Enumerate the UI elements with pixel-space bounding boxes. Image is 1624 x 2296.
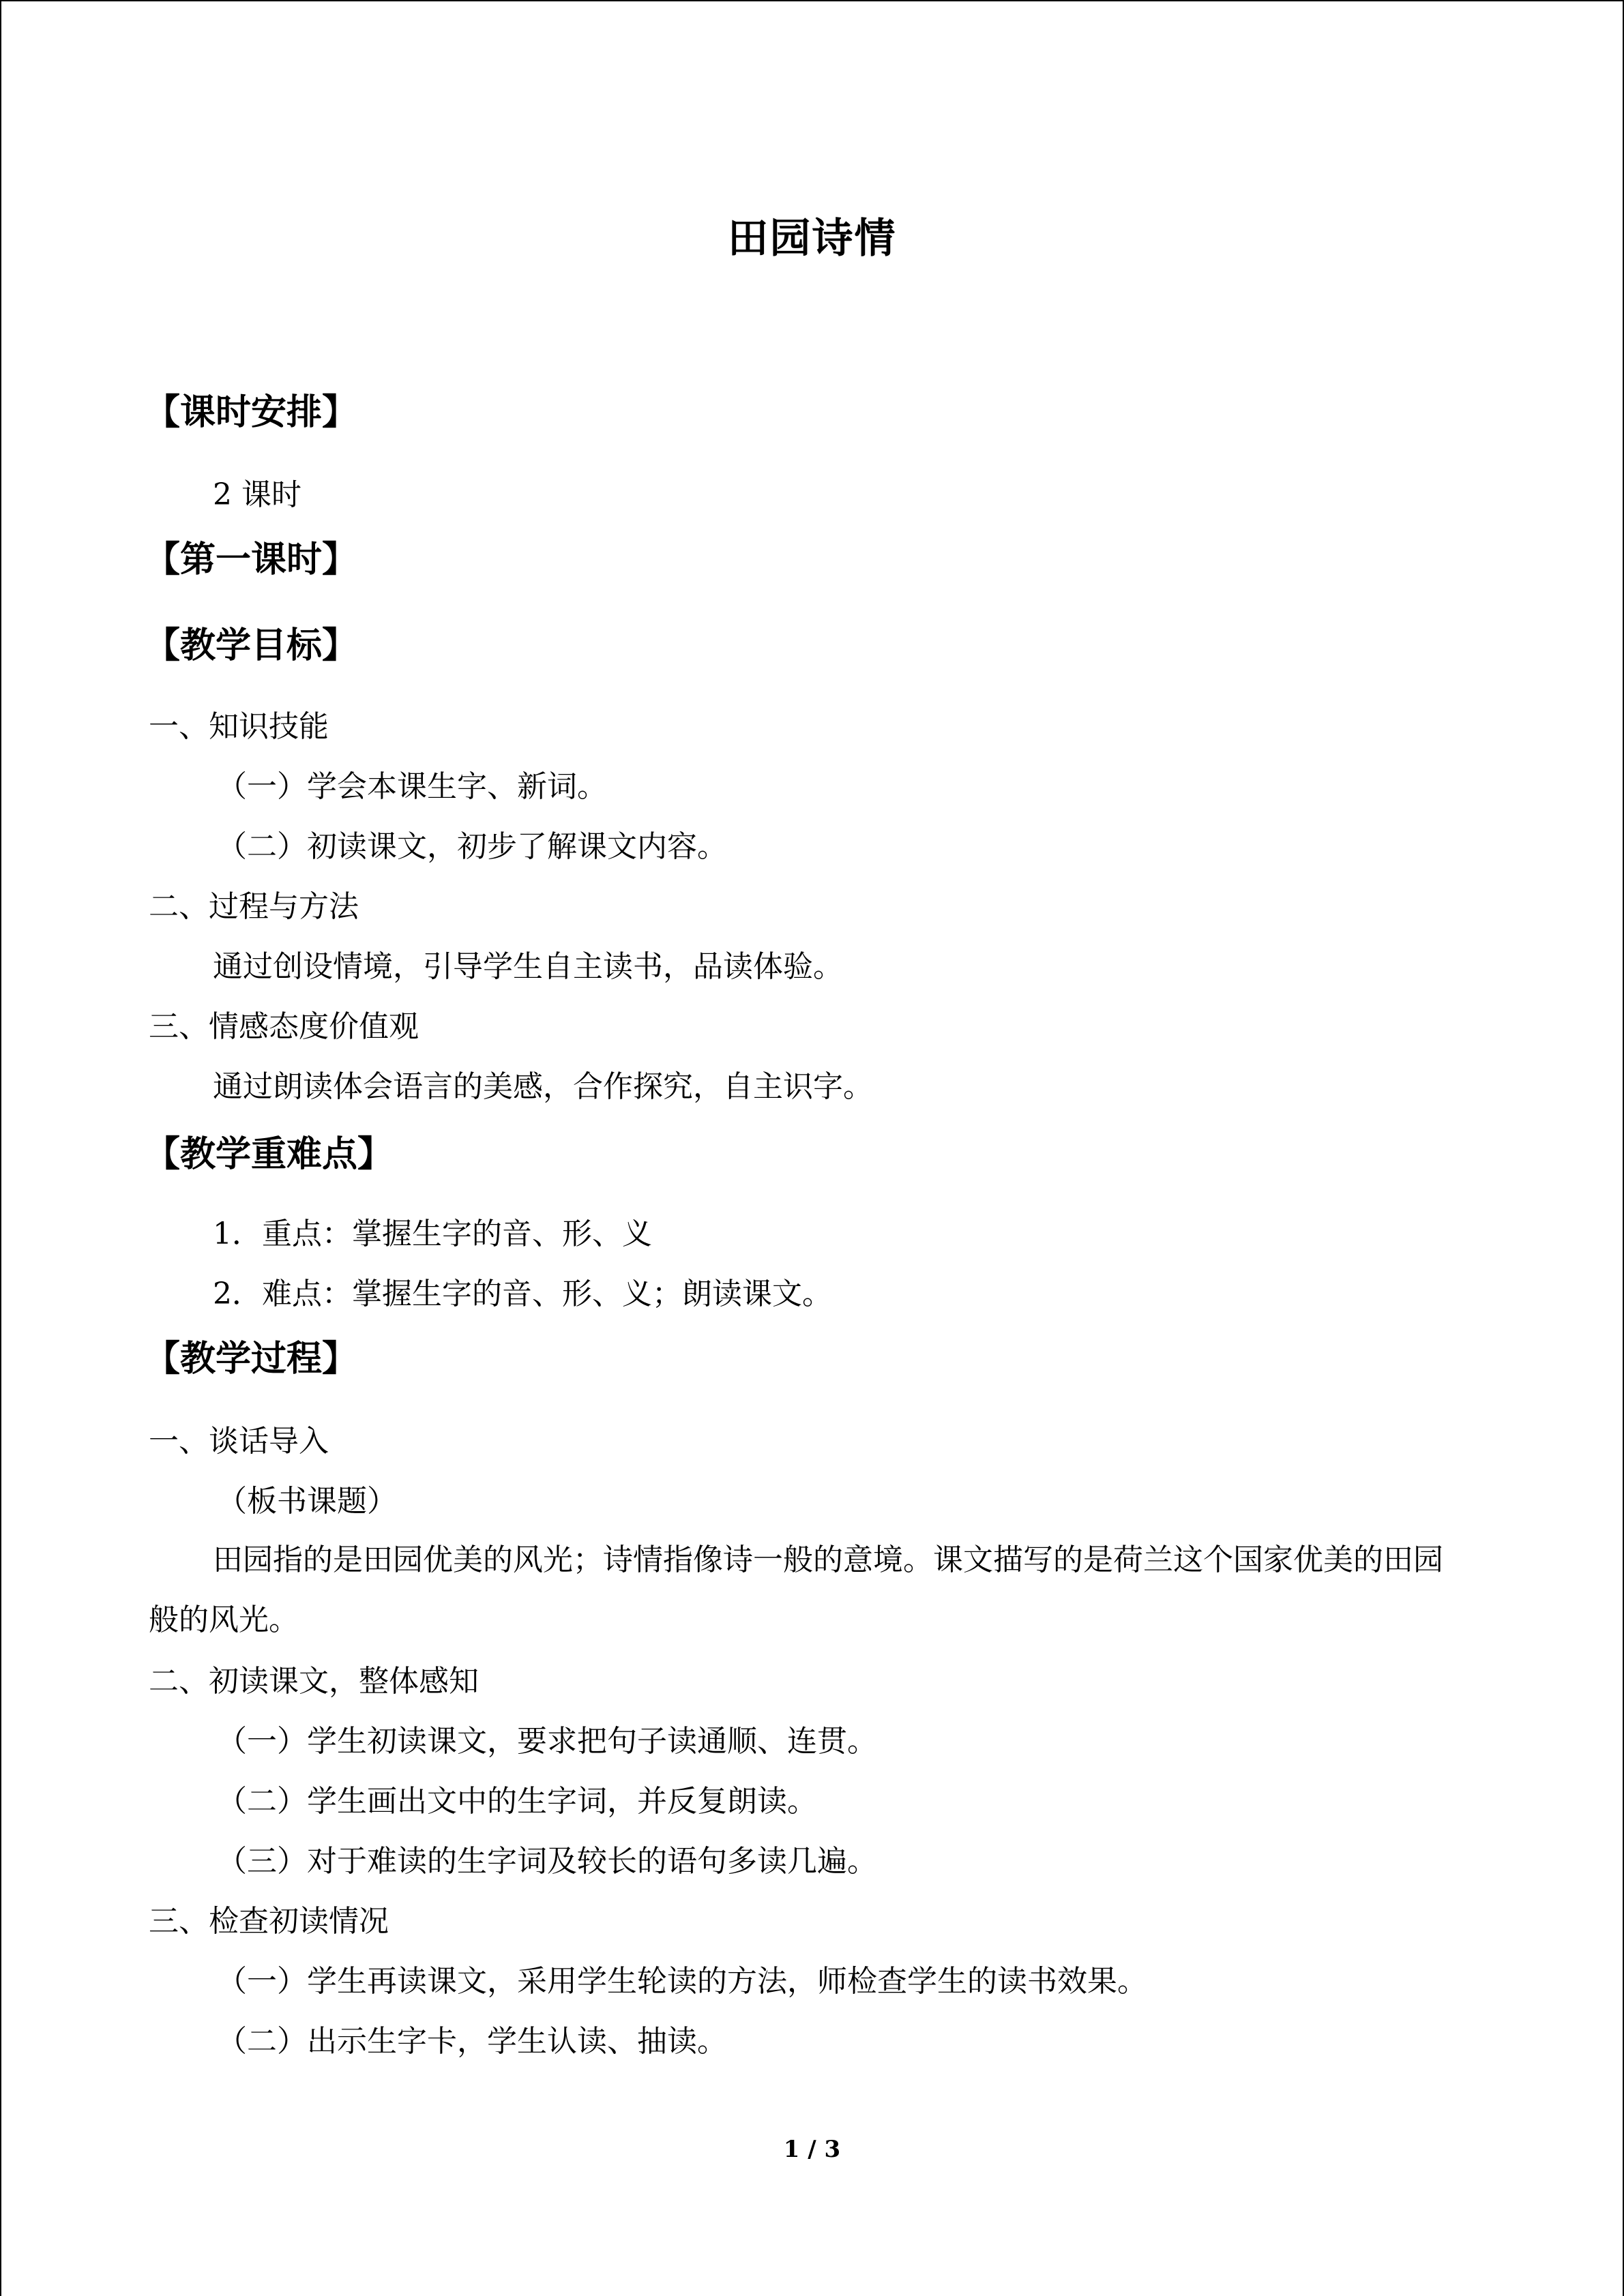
step-check: 三、检查初读情况	[149, 1904, 389, 1939]
heading-keypoints: 【教学重难点】	[145, 1134, 394, 1175]
goal-emotion-text: 通过朗读体会语言的美感，合作探究，自主识字。	[213, 1069, 873, 1104]
step-first-reading-c: （三）对于难读的生字词及较长的语句多读几遍。	[217, 1844, 877, 1879]
goal-knowledge-a: （一）学会本课生字、新词。	[217, 769, 607, 804]
step-intro-note: （板书课题）	[217, 1484, 397, 1519]
step-check-a: （一）学生再读课文，采用学生轮读的方法，师检查学生的读书效果。	[217, 1964, 1147, 1999]
heading-goals: 【教学目标】	[145, 625, 358, 666]
goal-knowledge: 一、知识技能	[149, 709, 329, 744]
goal-emotion: 三、情感态度价值观	[149, 1009, 419, 1044]
goal-process-text: 通过创设情境，引导学生自主读书，品读体验。	[213, 949, 843, 984]
page-number: 1 / 3	[783, 2136, 841, 2163]
goal-process: 二、过程与方法	[149, 889, 359, 924]
keypoint-1: 1．重点：掌握生字的音、形、义	[213, 1217, 652, 1251]
schedule-text: 2 课时	[213, 477, 301, 512]
step-first-reading-a: （一）学生初读课文，要求把句子读通顺、连贯。	[217, 1724, 877, 1759]
heading-process: 【教学过程】	[145, 1339, 358, 1380]
keypoint-2: 2．难点：掌握生字的音、形、义；朗读课文。	[213, 1277, 832, 1311]
heading-schedule: 【课时安排】	[145, 392, 358, 433]
step-intro-paragraph: 田园指的是田园优美的风光；诗情指像诗一般的意境。课文描写的是荷兰这个国家优美的田园般的风光。	[149, 1542, 1443, 1637]
goal-knowledge-b: （二）初读课文，初步了解课文内容。	[217, 829, 727, 864]
step-check-b: （二）出示生字卡，学生认读、抽读。	[217, 2024, 727, 2059]
step-intro: 一、谈话导入	[149, 1424, 329, 1459]
step-first-reading: 二、初读课文，整体感知	[149, 1664, 479, 1699]
heading-first-lesson: 【第一课时】	[145, 539, 358, 580]
step-first-reading-b: （二）学生画出文中的生字词，并反复朗读。	[217, 1784, 817, 1819]
page-title: 田园诗情	[727, 215, 897, 263]
